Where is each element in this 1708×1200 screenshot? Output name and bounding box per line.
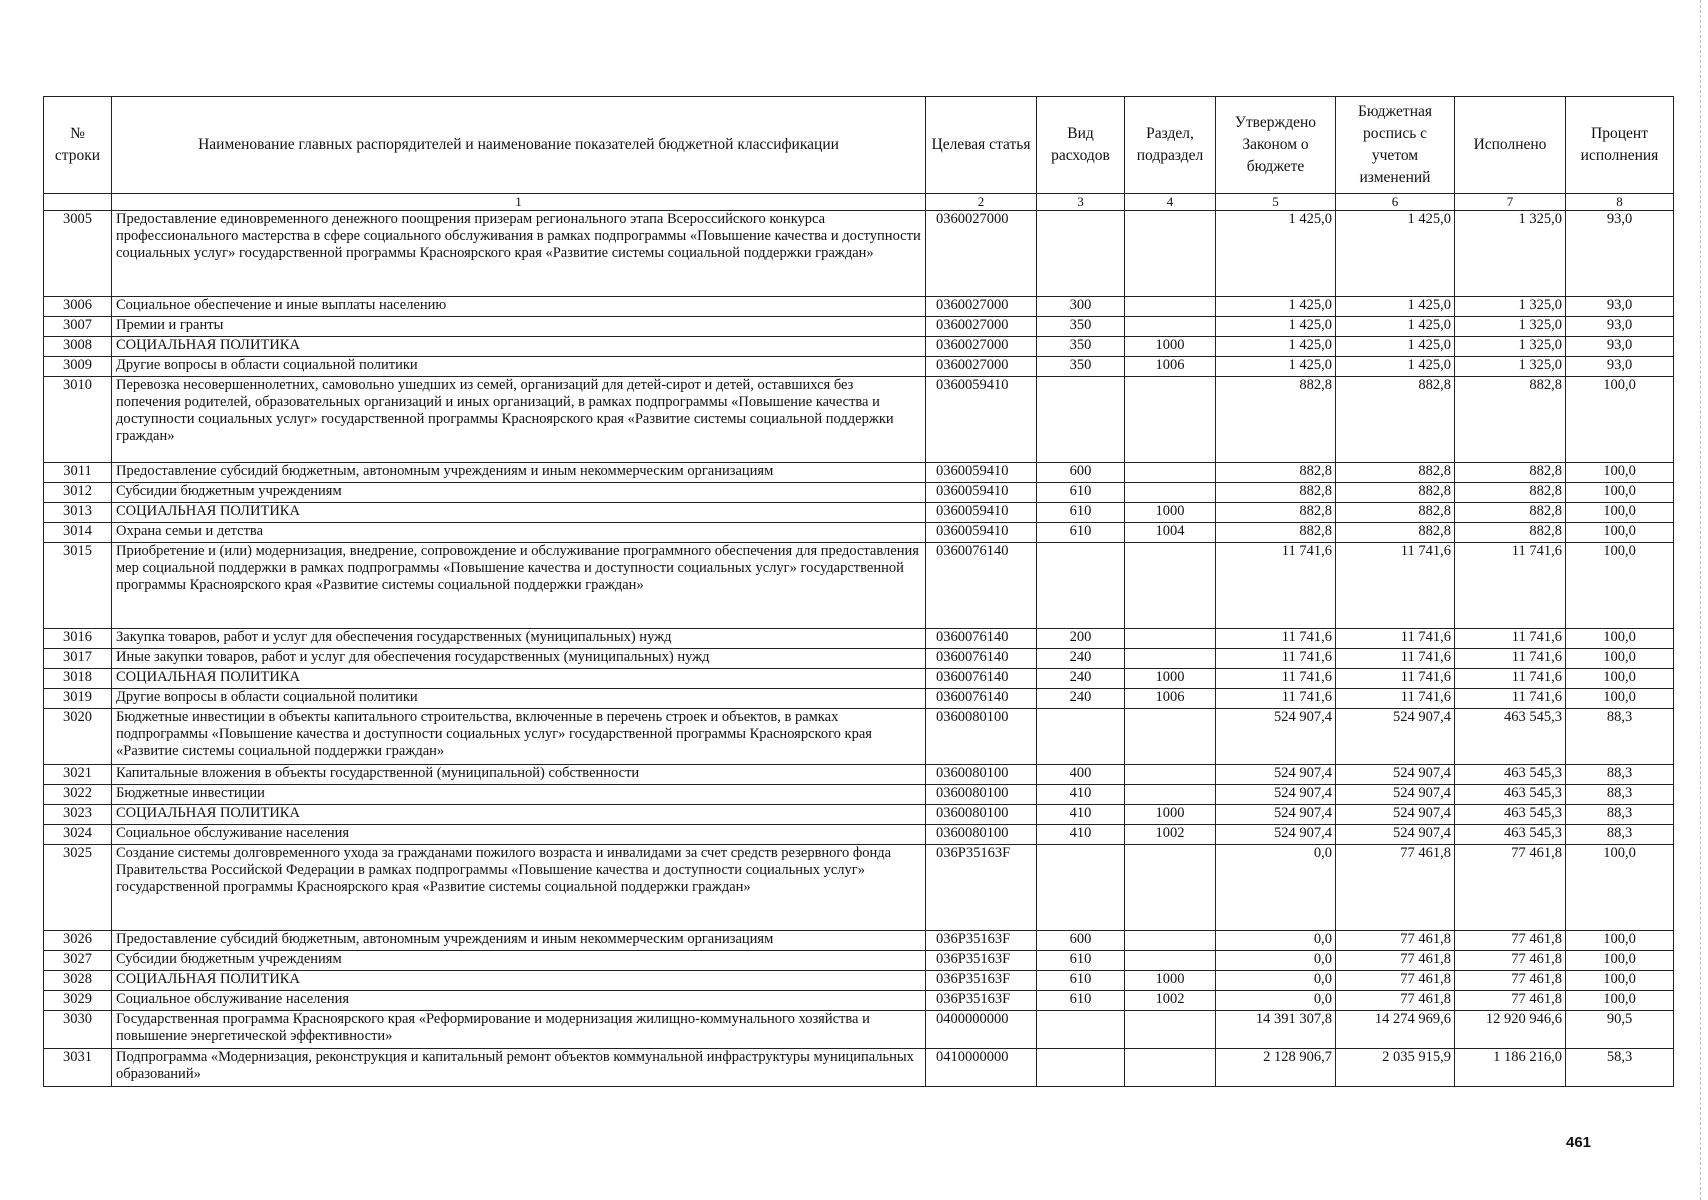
row-budget-schedule: 524 907,4 bbox=[1336, 805, 1455, 825]
row-expense-type: 300 bbox=[1037, 297, 1125, 317]
row-number: 3018 bbox=[44, 669, 112, 689]
row-expense-type: 410 bbox=[1037, 825, 1125, 845]
row-name: СОЦИАЛЬНАЯ ПОЛИТИКА bbox=[112, 669, 926, 689]
row-budget-schedule: 11 741,6 bbox=[1336, 649, 1455, 669]
row-executed: 11 741,6 bbox=[1455, 629, 1566, 649]
row-section bbox=[1125, 463, 1216, 483]
table-row bbox=[44, 503, 1674, 523]
table-row bbox=[44, 765, 1674, 785]
row-approved: 11 741,6 bbox=[1216, 689, 1336, 709]
row-budget-schedule: 882,8 bbox=[1336, 463, 1455, 483]
row-name: Другие вопросы в области социальной политики bbox=[112, 357, 926, 377]
row-executed: 1 325,0 bbox=[1455, 317, 1566, 337]
row-budget-schedule: 11 741,6 bbox=[1336, 629, 1455, 649]
row-approved: 524 907,4 bbox=[1216, 785, 1336, 805]
row-expense-type bbox=[1037, 211, 1125, 297]
row-executed: 11 741,6 bbox=[1455, 689, 1566, 709]
row-target-article: 0400000000 bbox=[926, 1011, 1037, 1049]
table-row bbox=[44, 845, 1674, 931]
row-name: Социальное обслуживание населения bbox=[112, 825, 926, 845]
row-approved: 1 425,0 bbox=[1216, 357, 1336, 377]
row-target-article: 0360027000 bbox=[926, 211, 1037, 297]
scan-edge-line bbox=[1700, 0, 1701, 1200]
row-execution-percent: 93,0 bbox=[1566, 297, 1674, 317]
row-target-article: 0360076140 bbox=[926, 669, 1037, 689]
row-section: 1002 bbox=[1125, 991, 1216, 1011]
row-name: Иные закупки товаров, работ и услуг для обеспечения государственных (муниципальных) нужд bbox=[112, 649, 926, 669]
row-budget-schedule: 77 461,8 bbox=[1336, 971, 1455, 991]
table-row bbox=[44, 337, 1674, 357]
column-number: 4 bbox=[1125, 194, 1216, 211]
row-execution-percent: 100,0 bbox=[1566, 991, 1674, 1011]
row-name: Приобретение и (или) модернизация, внедрение, сопровождение и обслуживание программного обеспечения для предоставления мер социальной поддержки в рамках подпрограммы «Повышение качества и доступности социальных услуг» государственной программы Красноярского края «Развитие системы социальной поддержки граждан» bbox=[112, 543, 926, 629]
row-approved: 1 425,0 bbox=[1216, 317, 1336, 337]
row-number: 3031 bbox=[44, 1049, 112, 1087]
row-number: 3012 bbox=[44, 483, 112, 503]
row-section bbox=[1125, 765, 1216, 785]
row-budget-schedule: 1 425,0 bbox=[1336, 337, 1455, 357]
row-budget-schedule: 14 274 969,6 bbox=[1336, 1011, 1455, 1049]
row-execution-percent: 100,0 bbox=[1566, 845, 1674, 931]
row-budget-schedule: 524 907,4 bbox=[1336, 825, 1455, 845]
row-target-article: 0360076140 bbox=[926, 543, 1037, 629]
header-section: Раздел, подраздел bbox=[1125, 97, 1216, 194]
row-approved: 882,8 bbox=[1216, 503, 1336, 523]
row-section: 1000 bbox=[1125, 971, 1216, 991]
column-number: 6 bbox=[1336, 194, 1455, 211]
table-row bbox=[44, 991, 1674, 1011]
row-number: 3027 bbox=[44, 951, 112, 971]
row-target-article: 0360059410 bbox=[926, 463, 1037, 483]
row-budget-schedule: 2 035 915,9 bbox=[1336, 1049, 1455, 1087]
row-budget-schedule: 882,8 bbox=[1336, 377, 1455, 463]
row-approved: 882,8 bbox=[1216, 377, 1336, 463]
row-section bbox=[1125, 377, 1216, 463]
table-row bbox=[44, 377, 1674, 463]
row-executed: 1 186 216,0 bbox=[1455, 1049, 1566, 1087]
row-expense-type: 240 bbox=[1037, 669, 1125, 689]
budget-table-container bbox=[43, 96, 1673, 1087]
row-approved: 14 391 307,8 bbox=[1216, 1011, 1336, 1049]
header-expense-type: Вид расходов bbox=[1037, 97, 1125, 194]
row-name: Капитальные вложения в объекты государственной (муниципальной) собственности bbox=[112, 765, 926, 785]
row-approved: 11 741,6 bbox=[1216, 629, 1336, 649]
row-budget-schedule: 77 461,8 bbox=[1336, 951, 1455, 971]
row-target-article: 0410000000 bbox=[926, 1049, 1037, 1087]
row-section bbox=[1125, 785, 1216, 805]
row-execution-percent: 100,0 bbox=[1566, 543, 1674, 629]
row-expense-type: 350 bbox=[1037, 357, 1125, 377]
table-row bbox=[44, 951, 1674, 971]
row-name: Предоставление субсидий бюджетным, автономным учреждениям и иным некоммерческим организациям bbox=[112, 463, 926, 483]
row-execution-percent: 100,0 bbox=[1566, 483, 1674, 503]
row-name: Субсидии бюджетным учреждениям bbox=[112, 951, 926, 971]
row-number: 3030 bbox=[44, 1011, 112, 1049]
row-section: 1006 bbox=[1125, 357, 1216, 377]
row-section: 1004 bbox=[1125, 523, 1216, 543]
row-approved: 0,0 bbox=[1216, 951, 1336, 971]
table-row bbox=[44, 825, 1674, 845]
row-execution-percent: 88,3 bbox=[1566, 709, 1674, 765]
table-row bbox=[44, 523, 1674, 543]
header-name: Наименование главных распорядителей и наименование показателей бюджетной классификации bbox=[112, 97, 926, 194]
row-approved: 1 425,0 bbox=[1216, 211, 1336, 297]
table-row bbox=[44, 669, 1674, 689]
row-approved: 882,8 bbox=[1216, 463, 1336, 483]
row-execution-percent: 100,0 bbox=[1566, 523, 1674, 543]
row-number: 3028 bbox=[44, 971, 112, 991]
row-target-article: 036P35163F bbox=[926, 991, 1037, 1011]
row-executed: 77 461,8 bbox=[1455, 951, 1566, 971]
row-section bbox=[1125, 649, 1216, 669]
header-row-number: № строки bbox=[44, 97, 112, 194]
row-budget-schedule: 882,8 bbox=[1336, 523, 1455, 543]
row-expense-type bbox=[1037, 377, 1125, 463]
row-approved: 11 741,6 bbox=[1216, 543, 1336, 629]
row-executed: 12 920 946,6 bbox=[1455, 1011, 1566, 1049]
row-number: 3025 bbox=[44, 845, 112, 931]
row-executed: 882,8 bbox=[1455, 377, 1566, 463]
row-number: 3014 bbox=[44, 523, 112, 543]
row-name: СОЦИАЛЬНАЯ ПОЛИТИКА bbox=[112, 971, 926, 991]
row-executed: 1 325,0 bbox=[1455, 337, 1566, 357]
row-execution-percent: 100,0 bbox=[1566, 649, 1674, 669]
row-executed: 1 325,0 bbox=[1455, 357, 1566, 377]
row-expense-type: 410 bbox=[1037, 805, 1125, 825]
row-name: Предоставление единовременного денежного поощрения призерам регионального этапа Всероссийского конкурса профессионального мастерства в сфере социального обслуживания в рамках подпрограммы «Повышение качества и доступности социальных услуг» государственной программы Красноярского края «Развитие системы социальной поддержки граждан» bbox=[112, 211, 926, 297]
row-section: 1000 bbox=[1125, 669, 1216, 689]
row-approved: 1 425,0 bbox=[1216, 297, 1336, 317]
row-target-article: 0360027000 bbox=[926, 297, 1037, 317]
row-number: 3015 bbox=[44, 543, 112, 629]
row-expense-type: 610 bbox=[1037, 503, 1125, 523]
row-execution-percent: 88,3 bbox=[1566, 785, 1674, 805]
table-row bbox=[44, 971, 1674, 991]
row-expense-type: 610 bbox=[1037, 991, 1125, 1011]
row-expense-type: 600 bbox=[1037, 931, 1125, 951]
row-budget-schedule: 524 907,4 bbox=[1336, 785, 1455, 805]
table-row bbox=[44, 785, 1674, 805]
column-number-blank bbox=[44, 194, 112, 211]
row-section: 1000 bbox=[1125, 503, 1216, 523]
row-expense-type: 350 bbox=[1037, 337, 1125, 357]
row-name: СОЦИАЛЬНАЯ ПОЛИТИКА bbox=[112, 503, 926, 523]
row-execution-percent: 100,0 bbox=[1566, 951, 1674, 971]
row-target-article: 0360076140 bbox=[926, 629, 1037, 649]
row-approved: 1 425,0 bbox=[1216, 337, 1336, 357]
row-executed: 77 461,8 bbox=[1455, 971, 1566, 991]
row-name: Субсидии бюджетным учреждениям bbox=[112, 483, 926, 503]
row-section bbox=[1125, 1011, 1216, 1049]
row-executed: 77 461,8 bbox=[1455, 845, 1566, 931]
row-name: Бюджетные инвестиции в объекты капитального строительства, включенные в перечень строек и объектов, в рамках подпрограммы «Повышение качества и доступности социальных услуг» государственной программы Красноярского края «Развитие системы социальной поддержки граждан» bbox=[112, 709, 926, 765]
row-executed: 463 545,3 bbox=[1455, 825, 1566, 845]
row-name: Премии и гранты bbox=[112, 317, 926, 337]
row-target-article: 0360080100 bbox=[926, 765, 1037, 785]
row-execution-percent: 100,0 bbox=[1566, 377, 1674, 463]
row-expense-type bbox=[1037, 845, 1125, 931]
row-target-article: 0360059410 bbox=[926, 523, 1037, 543]
row-number: 3006 bbox=[44, 297, 112, 317]
row-target-article: 036P35163F bbox=[926, 931, 1037, 951]
row-section: 1000 bbox=[1125, 337, 1216, 357]
budget-table bbox=[43, 96, 1674, 1087]
row-expense-type: 200 bbox=[1037, 629, 1125, 649]
header-budget-schedule: Бюджетная роспись с учетом изменений bbox=[1336, 97, 1455, 194]
row-expense-type: 610 bbox=[1037, 483, 1125, 503]
row-section bbox=[1125, 483, 1216, 503]
row-target-article: 0360076140 bbox=[926, 689, 1037, 709]
row-section bbox=[1125, 297, 1216, 317]
row-approved: 11 741,6 bbox=[1216, 669, 1336, 689]
row-approved: 0,0 bbox=[1216, 845, 1336, 931]
row-execution-percent: 93,0 bbox=[1566, 337, 1674, 357]
row-target-article: 0360059410 bbox=[926, 377, 1037, 463]
table-row bbox=[44, 543, 1674, 629]
row-executed: 463 545,3 bbox=[1455, 785, 1566, 805]
row-number: 3007 bbox=[44, 317, 112, 337]
table-row bbox=[44, 211, 1674, 297]
row-target-article: 0360027000 bbox=[926, 337, 1037, 357]
row-approved: 0,0 bbox=[1216, 971, 1336, 991]
row-name: Охрана семьи и детства bbox=[112, 523, 926, 543]
row-budget-schedule: 77 461,8 bbox=[1336, 845, 1455, 931]
row-budget-schedule: 11 741,6 bbox=[1336, 543, 1455, 629]
table-row bbox=[44, 297, 1674, 317]
row-section bbox=[1125, 317, 1216, 337]
row-expense-type: 610 bbox=[1037, 523, 1125, 543]
row-execution-percent: 100,0 bbox=[1566, 931, 1674, 951]
row-name: Социальное обслуживание населения bbox=[112, 991, 926, 1011]
row-expense-type bbox=[1037, 1011, 1125, 1049]
row-budget-schedule: 882,8 bbox=[1336, 503, 1455, 523]
row-approved: 2 128 906,7 bbox=[1216, 1049, 1336, 1087]
row-approved: 524 907,4 bbox=[1216, 709, 1336, 765]
row-approved: 524 907,4 bbox=[1216, 825, 1336, 845]
table-row bbox=[44, 805, 1674, 825]
row-executed: 11 741,6 bbox=[1455, 669, 1566, 689]
row-section: 1002 bbox=[1125, 825, 1216, 845]
row-name: СОЦИАЛЬНАЯ ПОЛИТИКА bbox=[112, 805, 926, 825]
column-number-row bbox=[44, 194, 1674, 211]
row-target-article: 0360076140 bbox=[926, 649, 1037, 669]
table-body bbox=[44, 211, 1674, 1087]
row-name: Предоставление субсидий бюджетным, автономным учреждениям и иным некоммерческим организациям bbox=[112, 931, 926, 951]
page-number: 461 bbox=[1566, 1134, 1592, 1151]
row-section bbox=[1125, 629, 1216, 649]
table-row bbox=[44, 483, 1674, 503]
column-number: 5 bbox=[1216, 194, 1336, 211]
table-row bbox=[44, 1011, 1674, 1049]
table-row bbox=[44, 709, 1674, 765]
row-target-article: 0360059410 bbox=[926, 483, 1037, 503]
row-expense-type bbox=[1037, 543, 1125, 629]
row-number: 3005 bbox=[44, 211, 112, 297]
column-number: 7 bbox=[1455, 194, 1566, 211]
row-name: СОЦИАЛЬНАЯ ПОЛИТИКА bbox=[112, 337, 926, 357]
row-number: 3020 bbox=[44, 709, 112, 765]
row-executed: 77 461,8 bbox=[1455, 931, 1566, 951]
row-expense-type: 410 bbox=[1037, 785, 1125, 805]
row-section bbox=[1125, 931, 1216, 951]
column-number: 2 bbox=[926, 194, 1037, 211]
row-budget-schedule: 77 461,8 bbox=[1336, 991, 1455, 1011]
row-expense-type bbox=[1037, 709, 1125, 765]
row-section bbox=[1125, 709, 1216, 765]
row-execution-percent: 100,0 bbox=[1566, 629, 1674, 649]
row-budget-schedule: 11 741,6 bbox=[1336, 669, 1455, 689]
row-expense-type: 350 bbox=[1037, 317, 1125, 337]
row-target-article: 036P35163F bbox=[926, 845, 1037, 931]
row-approved: 0,0 bbox=[1216, 931, 1336, 951]
row-section bbox=[1125, 543, 1216, 629]
table-header bbox=[44, 97, 1674, 211]
row-execution-percent: 100,0 bbox=[1566, 669, 1674, 689]
table-row bbox=[44, 357, 1674, 377]
row-name: Бюджетные инвестиции bbox=[112, 785, 926, 805]
row-target-article: 0360027000 bbox=[926, 317, 1037, 337]
row-budget-schedule: 882,8 bbox=[1336, 483, 1455, 503]
row-execution-percent: 100,0 bbox=[1566, 689, 1674, 709]
row-execution-percent: 100,0 bbox=[1566, 971, 1674, 991]
row-target-article: 0360080100 bbox=[926, 709, 1037, 765]
column-number: 1 bbox=[112, 194, 926, 211]
row-expense-type bbox=[1037, 1049, 1125, 1087]
row-budget-schedule: 1 425,0 bbox=[1336, 357, 1455, 377]
row-executed: 463 545,3 bbox=[1455, 709, 1566, 765]
row-execution-percent: 88,3 bbox=[1566, 825, 1674, 845]
table-row bbox=[44, 931, 1674, 951]
row-name: Государственная программа Красноярского края «Реформирование и модернизация жилищно-коммунального хозяйства и повышение энергетической эффективности» bbox=[112, 1011, 926, 1049]
row-budget-schedule: 524 907,4 bbox=[1336, 709, 1455, 765]
table-row bbox=[44, 649, 1674, 669]
row-name: Другие вопросы в области социальной политики bbox=[112, 689, 926, 709]
row-executed: 1 325,0 bbox=[1455, 211, 1566, 297]
table-row bbox=[44, 463, 1674, 483]
row-section: 1006 bbox=[1125, 689, 1216, 709]
row-number: 3022 bbox=[44, 785, 112, 805]
column-number: 3 bbox=[1037, 194, 1125, 211]
row-number: 3029 bbox=[44, 991, 112, 1011]
row-execution-percent: 88,3 bbox=[1566, 765, 1674, 785]
row-execution-percent: 93,0 bbox=[1566, 211, 1674, 297]
header-executed: Исполнено bbox=[1455, 97, 1566, 194]
table-row bbox=[44, 629, 1674, 649]
row-budget-schedule: 1 425,0 bbox=[1336, 297, 1455, 317]
row-budget-schedule: 77 461,8 bbox=[1336, 931, 1455, 951]
row-section: 1000 bbox=[1125, 805, 1216, 825]
row-number: 3021 bbox=[44, 765, 112, 785]
row-number: 3009 bbox=[44, 357, 112, 377]
row-expense-type: 240 bbox=[1037, 649, 1125, 669]
row-execution-percent: 90,5 bbox=[1566, 1011, 1674, 1049]
row-number: 3011 bbox=[44, 463, 112, 483]
table-row bbox=[44, 317, 1674, 337]
row-approved: 524 907,4 bbox=[1216, 805, 1336, 825]
row-section bbox=[1125, 211, 1216, 297]
row-target-article: 0360059410 bbox=[926, 503, 1037, 523]
row-executed: 1 325,0 bbox=[1455, 297, 1566, 317]
row-section bbox=[1125, 951, 1216, 971]
row-approved: 0,0 bbox=[1216, 991, 1336, 1011]
row-target-article: 0360080100 bbox=[926, 825, 1037, 845]
row-section bbox=[1125, 1049, 1216, 1087]
row-approved: 524 907,4 bbox=[1216, 765, 1336, 785]
row-expense-type: 610 bbox=[1037, 951, 1125, 971]
row-execution-percent: 93,0 bbox=[1566, 357, 1674, 377]
row-number: 3010 bbox=[44, 377, 112, 463]
row-expense-type: 400 bbox=[1037, 765, 1125, 785]
row-executed: 11 741,6 bbox=[1455, 649, 1566, 669]
row-execution-percent: 100,0 bbox=[1566, 503, 1674, 523]
row-execution-percent: 58,3 bbox=[1566, 1049, 1674, 1087]
row-budget-schedule: 11 741,6 bbox=[1336, 689, 1455, 709]
row-executed: 882,8 bbox=[1455, 463, 1566, 483]
row-name: Закупка товаров, работ и услуг для обеспечения государственных (муниципальных) нужд bbox=[112, 629, 926, 649]
row-budget-schedule: 1 425,0 bbox=[1336, 317, 1455, 337]
row-name: Перевозка несовершеннолетних, самовольно ушедших из семей, организаций для детей-сирот и детей, оставшихся без попечения родителей, образовательных организаций и иных организаций, в рамках подпрограммы «Повышение качества и доступности социальных услуг» государственной программы Красноярского края «Развитие системы социальной поддержки граждан» bbox=[112, 377, 926, 463]
row-execution-percent: 100,0 bbox=[1566, 463, 1674, 483]
row-target-article: 0360080100 bbox=[926, 785, 1037, 805]
row-target-article: 0360027000 bbox=[926, 357, 1037, 377]
row-approved: 882,8 bbox=[1216, 483, 1336, 503]
row-expense-type: 610 bbox=[1037, 971, 1125, 991]
table-row bbox=[44, 689, 1674, 709]
row-executed: 882,8 bbox=[1455, 503, 1566, 523]
header-approved: Утверждено Законом о бюджете bbox=[1216, 97, 1336, 194]
header-execution-percent: Процент исполнения bbox=[1566, 97, 1674, 194]
row-approved: 11 741,6 bbox=[1216, 649, 1336, 669]
row-name: Подпрограмма «Модернизация, реконструкция и капитальный ремонт объектов коммунальной инфраструктуры муниципальных образований» bbox=[112, 1049, 926, 1087]
row-executed: 11 741,6 bbox=[1455, 543, 1566, 629]
row-number: 3017 bbox=[44, 649, 112, 669]
row-number: 3019 bbox=[44, 689, 112, 709]
row-expense-type: 600 bbox=[1037, 463, 1125, 483]
row-execution-percent: 93,0 bbox=[1566, 317, 1674, 337]
row-name: Создание системы долговременного ухода за гражданами пожилого возраста и инвалидами за счет средств резервного фонда Правительства Российской Федерации в рамках подпрограммы «Повышение качества и доступности социальных услуг» государственной программы Красноярского края «Развитие системы социальной поддержки граждан» bbox=[112, 845, 926, 931]
row-number: 3024 bbox=[44, 825, 112, 845]
row-executed: 77 461,8 bbox=[1455, 991, 1566, 1011]
row-budget-schedule: 524 907,4 bbox=[1336, 765, 1455, 785]
row-target-article: 036P35163F bbox=[926, 971, 1037, 991]
column-number: 8 bbox=[1566, 194, 1674, 211]
row-expense-type: 240 bbox=[1037, 689, 1125, 709]
row-target-article: 036P35163F bbox=[926, 951, 1037, 971]
row-execution-percent: 88,3 bbox=[1566, 805, 1674, 825]
row-number: 3016 bbox=[44, 629, 112, 649]
row-name: Социальное обеспечение и иные выплаты населению bbox=[112, 297, 926, 317]
row-section bbox=[1125, 845, 1216, 931]
row-number: 3026 bbox=[44, 931, 112, 951]
row-target-article: 0360080100 bbox=[926, 805, 1037, 825]
row-executed: 463 545,3 bbox=[1455, 765, 1566, 785]
row-executed: 463 545,3 bbox=[1455, 805, 1566, 825]
table-row bbox=[44, 1049, 1674, 1087]
row-executed: 882,8 bbox=[1455, 483, 1566, 503]
row-number: 3013 bbox=[44, 503, 112, 523]
header-target-article: Целевая статья bbox=[926, 97, 1037, 194]
row-number: 3023 bbox=[44, 805, 112, 825]
row-executed: 882,8 bbox=[1455, 523, 1566, 543]
row-approved: 882,8 bbox=[1216, 523, 1336, 543]
row-number: 3008 bbox=[44, 337, 112, 357]
row-budget-schedule: 1 425,0 bbox=[1336, 211, 1455, 297]
